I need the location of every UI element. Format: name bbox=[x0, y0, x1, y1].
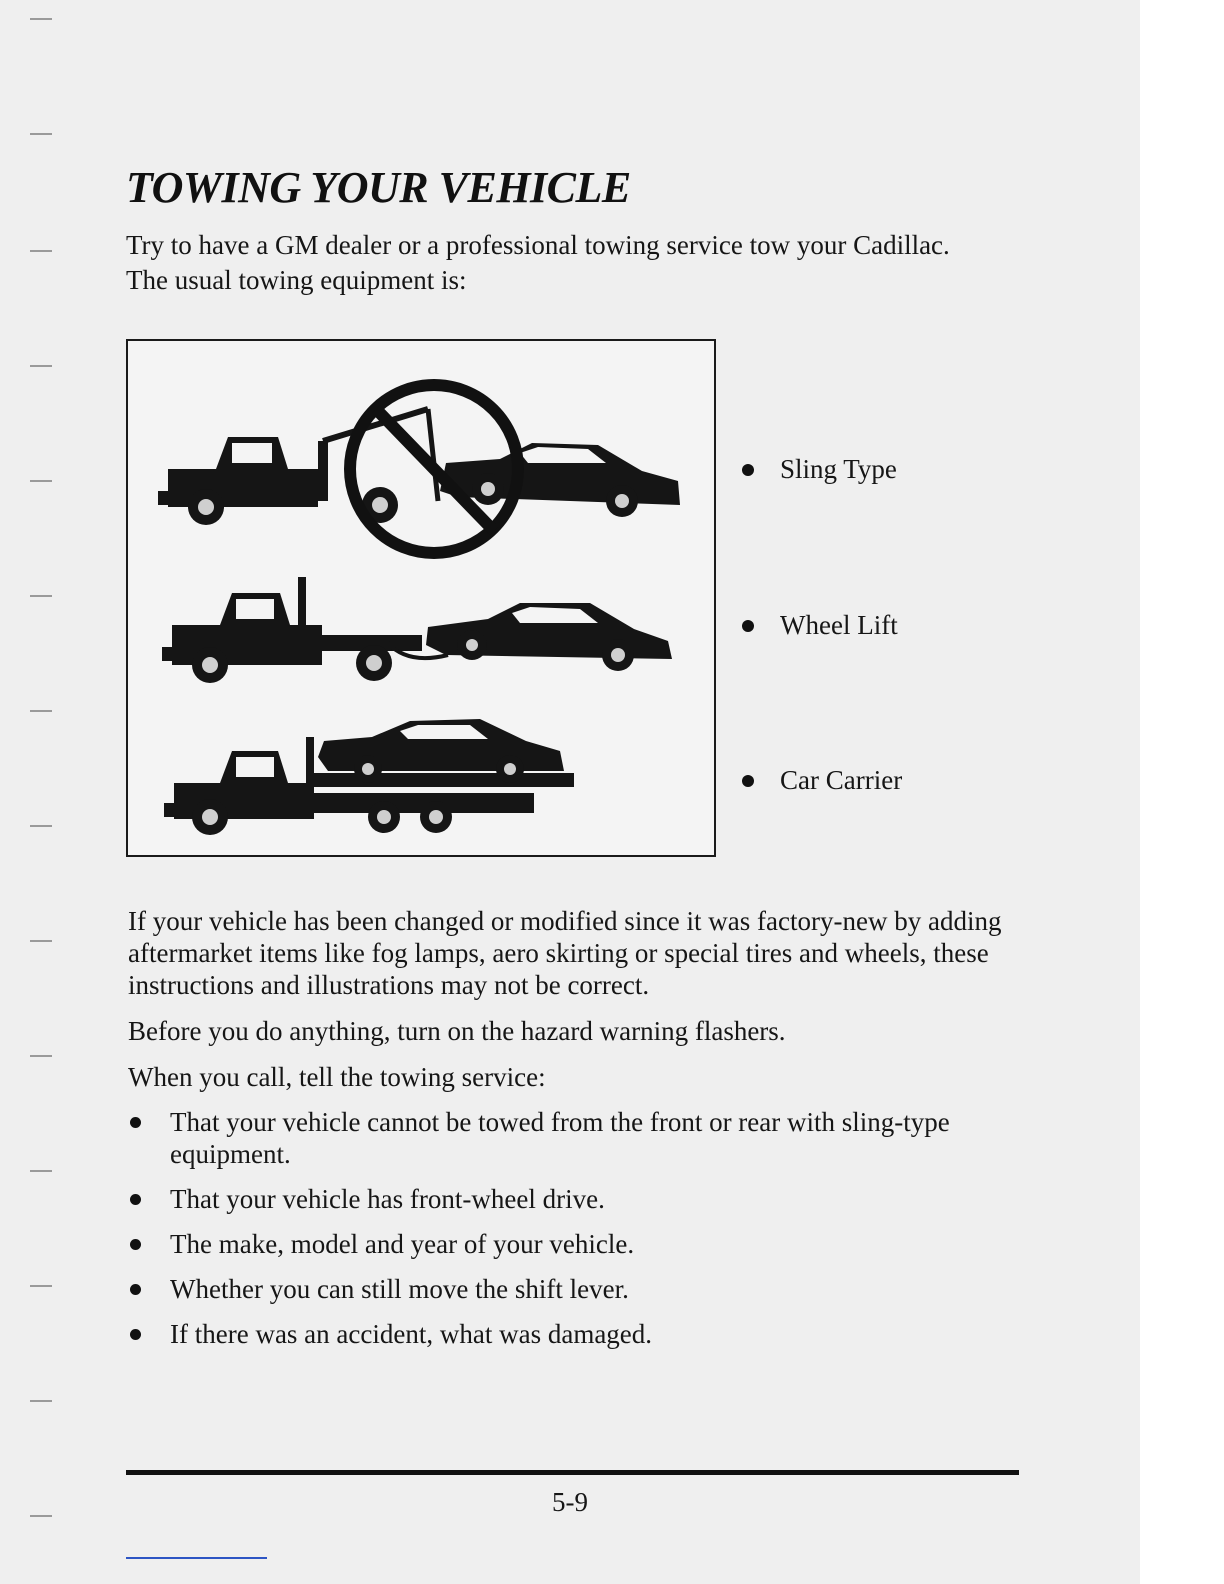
link-underline bbox=[126, 1557, 267, 1559]
page-title: TOWING YOUR VEHICLE bbox=[126, 163, 631, 212]
list-item: The make, model and year of your vehicle. bbox=[128, 1228, 1008, 1260]
margin-tick bbox=[30, 480, 52, 482]
car-carrier-label: Car Carrier bbox=[780, 765, 903, 795]
list-item: That your vehicle cannot be towed from the front or rear with sling-type equipment. bbox=[128, 1106, 1008, 1170]
towing-equipment-drawing bbox=[128, 341, 718, 859]
bullet-icon bbox=[130, 1329, 141, 1340]
list-item: Whether you can still move the shift lever. bbox=[128, 1273, 1008, 1305]
sling-type-label: Sling Type bbox=[780, 454, 897, 484]
margin-tick bbox=[30, 825, 52, 827]
margin-tick bbox=[30, 18, 52, 20]
bullet-icon bbox=[130, 1284, 141, 1295]
margin-tick bbox=[30, 1285, 52, 1287]
towing-illustration bbox=[126, 339, 716, 857]
margin-tick bbox=[30, 1170, 52, 1172]
car-carrier-bullet bbox=[742, 765, 902, 796]
margin-tick bbox=[30, 940, 52, 942]
wheel-lift-truck-icon bbox=[162, 577, 448, 683]
list-item: That your vehicle has front-wheel drive. bbox=[128, 1183, 1008, 1215]
bullet-icon bbox=[742, 620, 754, 632]
bullet-icon bbox=[742, 464, 754, 476]
modification-warning: If your vehicle has been changed or modified since it was factory-new by adding aftermarket items like fog lamps, aero skirting or special tires and wheels, these instructions and illustrations may not be correct. bbox=[128, 906, 1002, 1000]
intro-paragraph: Try to have a GM dealer or a professional towing service tow your Cadillac. The usual towing equipment is: bbox=[126, 230, 950, 295]
page-number: 5-9 bbox=[552, 1487, 588, 1517]
margin-tick bbox=[30, 365, 52, 367]
margin-tick bbox=[30, 1515, 52, 1517]
bullet-icon bbox=[130, 1117, 141, 1128]
bullet-icon bbox=[130, 1239, 141, 1250]
bullet-icon bbox=[130, 1194, 141, 1205]
margin-tick bbox=[30, 1400, 52, 1402]
list-item: If there was an accident, what was damaged. bbox=[128, 1318, 1008, 1350]
margin-tick bbox=[30, 133, 52, 135]
margin-tick bbox=[30, 710, 52, 712]
call-instruction: When you call, tell the towing service: bbox=[128, 1062, 546, 1092]
wheel-lift-towed-car-icon bbox=[426, 603, 672, 671]
towing-service-list bbox=[128, 1106, 1008, 1363]
margin-tick bbox=[30, 250, 52, 252]
footer-rule bbox=[126, 1470, 1019, 1475]
hazard-instruction: Before you do anything, turn on the hazard warning flashers. bbox=[128, 1016, 786, 1046]
margin-tick bbox=[30, 1055, 52, 1057]
margin-tick bbox=[30, 595, 52, 597]
sling-type-bullet bbox=[742, 454, 897, 485]
wheel-lift-bullet bbox=[742, 610, 898, 641]
wheel-lift-label: Wheel Lift bbox=[780, 610, 898, 640]
bullet-icon bbox=[742, 775, 754, 787]
